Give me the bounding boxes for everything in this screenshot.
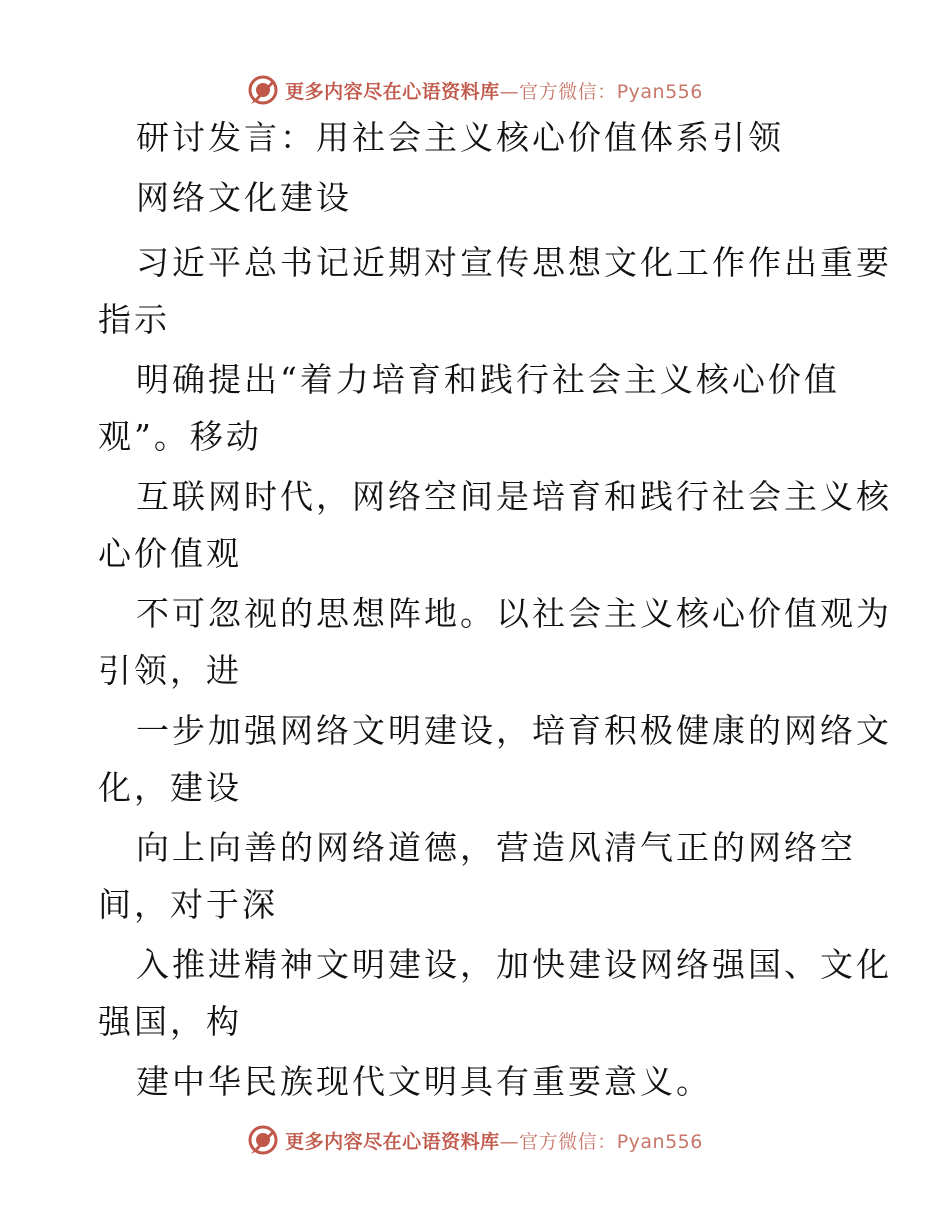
banner-main-text: 更多内容尽在心语资料库 [285,1130,500,1153]
doc-line: 入推进精神文明建设，加快建设网络强国、文化 [136,945,892,984]
doc-line: 强国，构 [98,1002,242,1041]
footer-banner-inner [247,1124,703,1156]
banner-account: Pyan556 [616,80,703,103]
header-banner-inner [247,74,703,106]
header-banner-text [285,77,703,104]
banner-suffix: 官方微信： [519,80,617,103]
pen-circle-logo-icon [247,1124,279,1156]
doc-line: 不可忽视的思想阵地。以社会主义核心价值观为 [136,594,892,633]
doc-line: 化，建设 [98,768,242,807]
pen-circle-logo-icon [247,74,279,106]
footer-banner [0,1120,950,1160]
banner-suffix: 官方微信： [519,1130,617,1153]
doc-line: 心价值观 [98,534,242,573]
doc-line: 习近平总书记近期对宣传思想文化工作作出重要 [136,243,892,282]
doc-line: 明确提出“着力培育和践行社会主义核心价值 [136,360,840,399]
doc-line: 间，对于深 [98,885,278,924]
banner-dash: — [499,1130,520,1153]
banner-account: Pyan556 [616,1130,703,1153]
doc-line: 建中华民族现代文明具有重要意义。 [136,1062,712,1101]
banner-main-text: 更多内容尽在心语资料库 [285,80,500,103]
doc-line: 一步加强网络文明建设，培育积极健康的网络文 [136,711,892,750]
doc-line: 网络文化建设 [136,178,352,217]
doc-line: 互联网时代，网络空间是培育和践行社会主义核 [136,477,892,516]
doc-line: 研讨发言：用社会主义核心价值体系引领 [136,118,784,157]
banner-dash: — [499,80,520,103]
footer-banner-text [285,1127,703,1154]
doc-line: 引领，进 [98,651,242,690]
doc-line: 指示 [98,300,170,339]
doc-line: 观”。移动 [98,417,262,456]
doc-line: 向上向善的网络道德，营造风清气正的网络空 [136,828,856,867]
header-banner [0,70,950,110]
